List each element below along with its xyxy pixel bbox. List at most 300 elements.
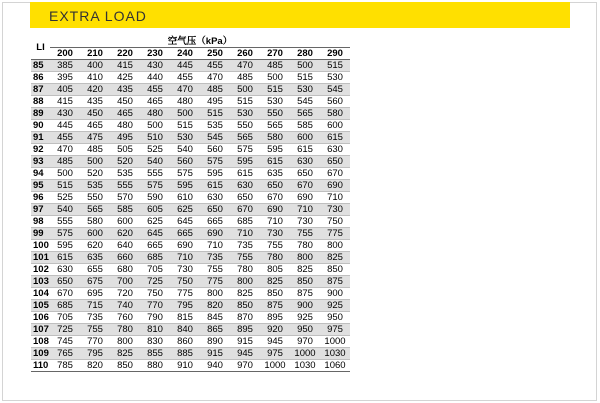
load-value-cell: 600 — [290, 132, 320, 144]
load-value-cell: 515 — [170, 120, 200, 132]
load-value-cell: 630 — [320, 144, 350, 156]
load-value-cell: 435 — [110, 84, 140, 96]
load-value-cell: 575 — [50, 228, 80, 240]
table-row — [31, 120, 350, 132]
pressure-column-header: 280 — [290, 48, 320, 60]
load-value-cell: 580 — [260, 132, 290, 144]
load-value-cell: 455 — [170, 72, 200, 84]
load-value-cell: 705 — [50, 312, 80, 324]
load-value-cell: 450 — [110, 96, 140, 108]
load-value-cell: 765 — [50, 348, 80, 360]
load-value-cell: 540 — [170, 144, 200, 156]
load-value-cell: 615 — [50, 252, 80, 264]
load-value-cell: 800 — [290, 252, 320, 264]
load-value-cell: 570 — [110, 192, 140, 204]
table-row — [31, 216, 350, 228]
load-value-cell: 795 — [170, 300, 200, 312]
load-value-cell: 640 — [110, 240, 140, 252]
load-value-cell: 600 — [110, 216, 140, 228]
load-value-cell: 680 — [110, 264, 140, 276]
load-value-cell: 970 — [290, 336, 320, 348]
load-value-cell: 515 — [200, 108, 230, 120]
load-value-cell: 745 — [50, 336, 80, 348]
load-value-cell: 820 — [80, 360, 110, 372]
load-value-cell: 945 — [260, 336, 290, 348]
table-row — [31, 180, 350, 192]
load-value-cell: 770 — [80, 336, 110, 348]
load-index-cell: 97 — [31, 204, 50, 216]
table-row — [31, 84, 350, 96]
load-value-cell: 485 — [200, 84, 230, 96]
load-value-cell: 450 — [80, 108, 110, 120]
load-value-cell: 600 — [80, 228, 110, 240]
table-row — [31, 240, 350, 252]
load-value-cell: 790 — [140, 312, 170, 324]
load-value-cell: 500 — [140, 120, 170, 132]
load-value-cell: 480 — [170, 96, 200, 108]
load-value-cell: 730 — [290, 216, 320, 228]
load-index-cell: 103 — [33, 276, 49, 287]
load-value-cell: 520 — [80, 168, 110, 180]
load-value-cell: 695 — [80, 288, 110, 300]
load-value-cell: 420 — [80, 84, 110, 96]
load-value-cell: 400 — [80, 60, 110, 72]
load-index-cell: 106 — [33, 312, 49, 323]
load-value-cell: 575 — [170, 168, 200, 180]
table-row — [31, 324, 350, 336]
load-value-cell: 455 — [200, 60, 230, 72]
table-row — [31, 72, 350, 84]
load-value-cell: 740 — [110, 300, 140, 312]
load-index-cell: 105 — [33, 300, 49, 311]
load-index-cell: 85 — [31, 60, 50, 72]
load-value-cell: 915 — [230, 336, 260, 348]
load-value-cell: 650 — [200, 204, 230, 216]
load-value-cell: 410 — [80, 72, 110, 84]
load-value-cell: 525 — [140, 144, 170, 156]
load-value-cell: 710 — [290, 204, 320, 216]
table-row — [31, 156, 350, 168]
load-value-cell: 880 — [140, 360, 170, 372]
load-value-cell: 565 — [260, 120, 290, 132]
load-value-cell: 670 — [230, 204, 260, 216]
load-value-cell: 495 — [200, 96, 230, 108]
load-value-cell: 755 — [260, 240, 290, 252]
load-value-cell: 755 — [80, 324, 110, 336]
load-value-cell: 780 — [260, 252, 290, 264]
load-value-cell: 500 — [260, 72, 290, 84]
table-row — [31, 168, 350, 180]
load-value-cell: 560 — [200, 144, 230, 156]
load-value-cell: 615 — [200, 180, 230, 192]
load-index-cell: 90 — [31, 120, 50, 132]
load-value-cell: 455 — [140, 84, 170, 96]
load-value-cell: 900 — [320, 288, 350, 300]
load-value-cell: 465 — [110, 108, 140, 120]
pressure-values-row — [31, 48, 350, 60]
load-value-cell: 575 — [140, 180, 170, 192]
load-value-cell: 630 — [200, 192, 230, 204]
load-value-cell: 800 — [320, 240, 350, 252]
load-value-cell: 730 — [170, 264, 200, 276]
load-value-cell: 505 — [110, 144, 140, 156]
load-value-cell: 650 — [290, 168, 320, 180]
load-index-cell: 104 — [33, 288, 49, 299]
load-value-cell: 900 — [290, 300, 320, 312]
load-value-cell: 510 — [140, 132, 170, 144]
load-value-cell: 845 — [200, 312, 230, 324]
load-value-cell: 600 — [320, 120, 350, 132]
load-value-cell: 750 — [320, 216, 350, 228]
load-index-cell: 95 — [31, 180, 50, 192]
table-row — [31, 132, 350, 144]
load-value-cell: 595 — [50, 240, 80, 252]
table-row — [31, 204, 350, 216]
load-value-cell: 615 — [260, 156, 290, 168]
load-value-cell: 645 — [170, 216, 200, 228]
load-value-cell: 1030 — [290, 360, 320, 372]
table-row — [31, 360, 350, 372]
load-value-cell: 660 — [110, 252, 140, 264]
load-value-cell: 455 — [50, 132, 80, 144]
pressure-column-header: 240 — [170, 48, 200, 60]
load-value-cell: 920 — [260, 324, 290, 336]
load-value-cell: 890 — [200, 336, 230, 348]
load-value-cell: 500 — [290, 60, 320, 72]
load-index-cell: 87 — [31, 84, 50, 96]
load-value-cell: 850 — [320, 264, 350, 276]
pressure-column-header: 290 — [320, 48, 350, 60]
load-value-cell: 480 — [140, 108, 170, 120]
load-value-cell: 895 — [230, 324, 260, 336]
load-value-cell: 885 — [170, 348, 200, 360]
load-value-cell: 690 — [320, 180, 350, 192]
load-value-cell: 725 — [50, 324, 80, 336]
table-row — [31, 276, 350, 288]
load-value-cell: 480 — [110, 120, 140, 132]
load-value-cell: 500 — [170, 108, 200, 120]
load-value-cell: 690 — [170, 240, 200, 252]
load-value-cell: 685 — [140, 252, 170, 264]
load-value-cell: 675 — [80, 276, 110, 288]
load-value-cell: 815 — [170, 312, 200, 324]
load-value-cell: 650 — [260, 180, 290, 192]
load-value-cell: 585 — [110, 204, 140, 216]
load-index-cell: 102 — [33, 264, 49, 275]
load-value-cell: 500 — [50, 168, 80, 180]
load-value-cell: 530 — [290, 84, 320, 96]
load-value-cell: 495 — [110, 132, 140, 144]
load-value-cell: 565 — [230, 132, 260, 144]
load-value-cell: 735 — [80, 312, 110, 324]
load-value-cell: 620 — [110, 228, 140, 240]
load-value-cell: 755 — [290, 228, 320, 240]
load-index-cell: 98 — [31, 216, 50, 228]
table-row — [31, 288, 350, 300]
load-value-cell: 555 — [50, 216, 80, 228]
load-value-cell: 755 — [230, 252, 260, 264]
load-value-cell: 470 — [170, 84, 200, 96]
table-row — [31, 60, 350, 72]
load-value-cell: 630 — [290, 156, 320, 168]
load-value-cell: 425 — [110, 72, 140, 84]
load-value-cell: 415 — [110, 60, 140, 72]
load-value-cell: 710 — [230, 228, 260, 240]
load-value-cell: 1030 — [320, 348, 350, 360]
load-value-cell: 1000 — [290, 348, 320, 360]
load-value-cell: 515 — [260, 84, 290, 96]
load-value-cell: 595 — [170, 180, 200, 192]
load-value-cell: 830 — [140, 336, 170, 348]
load-value-cell: 575 — [200, 156, 230, 168]
load-value-cell: 500 — [80, 156, 110, 168]
load-value-cell: 825 — [290, 264, 320, 276]
load-value-cell: 530 — [230, 108, 260, 120]
load-index-cell: 91 — [31, 132, 50, 144]
table-row — [31, 228, 350, 240]
load-value-cell: 800 — [110, 336, 140, 348]
load-value-cell: 540 — [50, 204, 80, 216]
load-value-cell: 615 — [320, 132, 350, 144]
load-value-cell: 615 — [230, 168, 260, 180]
load-value-cell: 910 — [170, 360, 200, 372]
table-body — [31, 60, 350, 372]
load-index-cell: 108 — [33, 336, 49, 347]
load-value-cell: 395 — [50, 72, 80, 84]
load-value-cell: 560 — [170, 156, 200, 168]
load-value-cell: 585 — [290, 120, 320, 132]
load-value-cell: 875 — [290, 288, 320, 300]
load-value-cell: 385 — [50, 60, 80, 72]
table-row — [31, 264, 350, 276]
load-value-cell: 545 — [290, 96, 320, 108]
load-value-cell: 670 — [320, 168, 350, 180]
load-value-cell: 665 — [140, 240, 170, 252]
load-value-cell: 525 — [50, 192, 80, 204]
load-value-cell: 470 — [50, 144, 80, 156]
load-value-cell: 780 — [110, 324, 140, 336]
load-index-cell: 99 — [31, 228, 50, 240]
load-value-cell: 950 — [320, 312, 350, 324]
table-header-row — [31, 35, 350, 48]
load-value-cell: 665 — [200, 216, 230, 228]
load-value-cell: 855 — [140, 348, 170, 360]
load-index-cell: 86 — [31, 72, 50, 84]
load-value-cell: 725 — [140, 276, 170, 288]
section-title: EXTRA LOAD — [49, 8, 147, 24]
load-value-cell: 800 — [200, 288, 230, 300]
load-value-cell: 485 — [230, 72, 260, 84]
load-value-cell: 850 — [290, 276, 320, 288]
table-row — [31, 144, 350, 156]
table-row — [31, 96, 350, 108]
load-value-cell: 690 — [200, 228, 230, 240]
load-value-cell: 530 — [170, 132, 200, 144]
load-value-cell: 550 — [230, 120, 260, 132]
pressure-column-header: 200 — [50, 48, 80, 60]
load-value-cell: 670 — [290, 180, 320, 192]
load-value-cell: 540 — [140, 156, 170, 168]
load-value-cell: 860 — [170, 336, 200, 348]
li-column-header: LI — [31, 35, 50, 60]
load-value-cell: 515 — [230, 96, 260, 108]
table-row — [31, 192, 350, 204]
load-value-cell: 750 — [170, 276, 200, 288]
load-value-cell: 565 — [290, 108, 320, 120]
load-value-cell: 705 — [140, 264, 170, 276]
pressure-column-header: 210 — [80, 48, 110, 60]
load-value-cell: 615 — [290, 144, 320, 156]
load-value-cell: 915 — [200, 348, 230, 360]
load-value-cell: 605 — [140, 204, 170, 216]
load-value-cell: 850 — [110, 360, 140, 372]
load-value-cell: 435 — [80, 96, 110, 108]
load-value-cell: 535 — [80, 180, 110, 192]
load-value-cell: 780 — [230, 264, 260, 276]
load-value-cell: 825 — [110, 348, 140, 360]
pressure-column-header: 260 — [230, 48, 260, 60]
load-value-cell: 630 — [230, 180, 260, 192]
load-value-cell: 715 — [80, 300, 110, 312]
load-value-cell: 735 — [230, 240, 260, 252]
table-row — [31, 312, 350, 324]
load-value-cell: 975 — [260, 348, 290, 360]
load-value-cell: 520 — [110, 156, 140, 168]
table-row — [31, 108, 350, 120]
load-value-cell: 770 — [140, 300, 170, 312]
load-value-cell: 430 — [50, 108, 80, 120]
pressure-column-header: 230 — [140, 48, 170, 60]
load-value-cell: 825 — [320, 252, 350, 264]
load-index-cell: 110 — [33, 360, 49, 371]
pressure-column-header: 270 — [260, 48, 290, 60]
load-value-cell: 950 — [290, 324, 320, 336]
load-value-cell: 555 — [140, 168, 170, 180]
load-value-cell: 870 — [230, 312, 260, 324]
load-value-cell: 630 — [50, 264, 80, 276]
load-value-cell: 1000 — [320, 336, 350, 348]
load-value-cell: 580 — [80, 216, 110, 228]
load-value-cell: 595 — [230, 156, 260, 168]
load-value-cell: 720 — [110, 288, 140, 300]
load-value-cell: 635 — [80, 252, 110, 264]
load-value-cell: 805 — [260, 264, 290, 276]
load-index-cell: 100 — [33, 240, 49, 251]
load-value-cell: 650 — [50, 276, 80, 288]
load-value-cell: 730 — [320, 204, 350, 216]
load-value-cell: 625 — [170, 204, 200, 216]
load-value-cell: 575 — [230, 144, 260, 156]
load-value-cell: 565 — [80, 204, 110, 216]
load-value-cell: 1000 — [260, 360, 290, 372]
load-value-cell: 670 — [260, 192, 290, 204]
load-index-cell: 92 — [31, 144, 50, 156]
load-value-cell: 710 — [200, 240, 230, 252]
load-index-cell: 107 — [33, 324, 49, 335]
load-value-cell: 875 — [320, 276, 350, 288]
load-value-cell: 530 — [320, 72, 350, 84]
load-value-cell: 465 — [140, 96, 170, 108]
load-value-cell: 710 — [170, 252, 200, 264]
load-value-cell: 545 — [200, 132, 230, 144]
load-value-cell: 850 — [260, 288, 290, 300]
load-value-cell: 430 — [140, 60, 170, 72]
load-value-cell: 485 — [80, 144, 110, 156]
load-value-cell: 875 — [260, 300, 290, 312]
load-value-cell: 925 — [290, 312, 320, 324]
load-value-cell: 625 — [140, 216, 170, 228]
load-value-cell: 620 — [80, 240, 110, 252]
load-value-cell: 610 — [170, 192, 200, 204]
load-value-cell: 775 — [170, 288, 200, 300]
load-value-cell: 730 — [260, 228, 290, 240]
load-value-cell: 710 — [260, 216, 290, 228]
load-value-cell: 1060 — [320, 360, 350, 372]
load-value-cell: 775 — [320, 228, 350, 240]
load-value-cell: 590 — [140, 192, 170, 204]
load-value-cell: 535 — [200, 120, 230, 132]
load-value-cell: 925 — [320, 300, 350, 312]
load-value-cell: 685 — [230, 216, 260, 228]
load-value-cell: 500 — [230, 84, 260, 96]
load-value-cell: 690 — [290, 192, 320, 204]
load-value-cell: 820 — [200, 300, 230, 312]
load-value-cell: 470 — [200, 72, 230, 84]
load-value-cell: 655 — [80, 264, 110, 276]
load-value-cell: 945 — [230, 348, 260, 360]
load-value-cell: 825 — [230, 288, 260, 300]
load-index-cell: 109 — [33, 348, 49, 359]
load-value-cell: 895 — [260, 312, 290, 324]
load-value-cell: 850 — [230, 300, 260, 312]
load-value-cell: 690 — [260, 204, 290, 216]
load-value-cell: 485 — [50, 156, 80, 168]
load-value-cell: 825 — [260, 276, 290, 288]
load-value-cell: 650 — [230, 192, 260, 204]
load-value-cell: 940 — [200, 360, 230, 372]
load-value-cell: 810 — [140, 324, 170, 336]
load-value-cell: 670 — [50, 288, 80, 300]
load-value-cell: 515 — [50, 180, 80, 192]
load-value-cell: 755 — [200, 264, 230, 276]
load-value-cell: 415 — [50, 96, 80, 108]
load-value-cell: 530 — [260, 96, 290, 108]
load-value-cell: 685 — [50, 300, 80, 312]
load-value-cell: 795 — [80, 348, 110, 360]
load-value-cell: 470 — [230, 60, 260, 72]
load-value-cell: 465 — [80, 120, 110, 132]
load-value-cell: 560 — [320, 96, 350, 108]
load-value-cell: 800 — [230, 276, 260, 288]
load-value-cell: 775 — [200, 276, 230, 288]
load-value-cell: 440 — [140, 72, 170, 84]
load-value-cell: 785 — [50, 360, 80, 372]
load-value-cell: 650 — [320, 156, 350, 168]
table-row — [31, 348, 350, 360]
load-value-cell: 550 — [80, 192, 110, 204]
pressure-column-header: 220 — [110, 48, 140, 60]
pressure-header: 空气压（kPa） — [167, 35, 233, 47]
load-value-cell: 515 — [320, 60, 350, 72]
load-value-cell: 550 — [260, 108, 290, 120]
load-value-cell: 485 — [260, 60, 290, 72]
table-row — [31, 336, 350, 348]
load-value-cell: 445 — [50, 120, 80, 132]
load-value-cell: 665 — [170, 228, 200, 240]
load-value-cell: 405 — [50, 84, 80, 96]
load-value-cell: 735 — [200, 252, 230, 264]
load-value-cell: 840 — [170, 324, 200, 336]
